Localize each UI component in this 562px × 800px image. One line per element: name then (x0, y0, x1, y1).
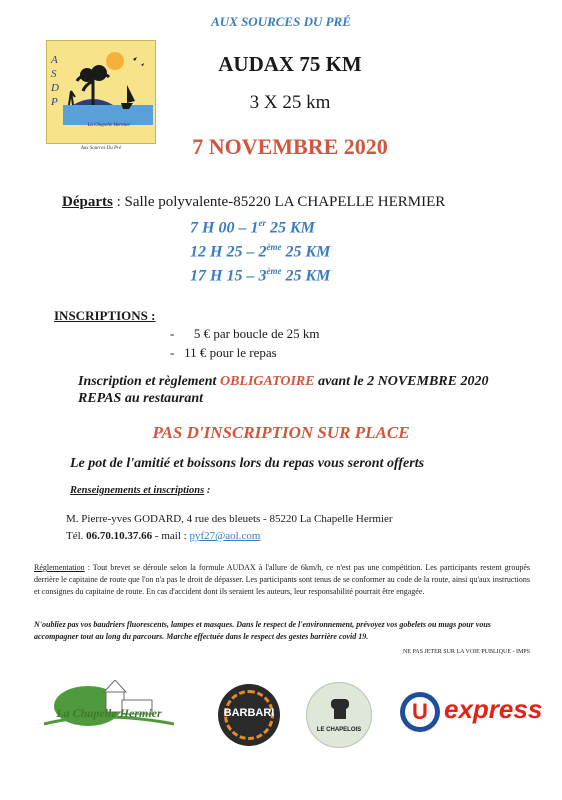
sponsor-chapelois-logo (306, 682, 372, 748)
fee-line: - 5 € par boucle de 25 km (170, 326, 320, 341)
chapelle-logo-text: La Chapelle Hermier (56, 706, 162, 720)
logo-letter: S (51, 68, 57, 80)
departure-time (190, 218, 370, 237)
departs-label: Départs (62, 194, 113, 210)
logo-inner-text: La Chapelle Hermier (87, 123, 131, 128)
contact-heading (70, 485, 210, 496)
event-format: 3 X 25 km (249, 92, 331, 113)
equipment-note: N'oubliez pas vos baudriers fluorescents, lampes et masques. Dans le respect de l'environnement, prévoyez vos gobelets ou mugs pour vous accompagner tout au long du parcours. Marche effectuée dans le respect des gestes barrière covid 19. (34, 620, 491, 641)
time-suffix: 25 KM (265, 219, 315, 237)
notice-meal: REPAS au restaurant (78, 391, 204, 406)
logo-scene-icon (63, 45, 153, 125)
time-ordinal: er (258, 218, 266, 228)
time-prefix: 12 H 25 – 2 (190, 243, 267, 261)
footer-note: NE PAS JETER SUR LA VOIE PUBLIQUE - IMPS (402, 649, 530, 655)
u-letter: U (405, 697, 435, 727)
sponsor-uexpress-logo (400, 680, 543, 750)
email-link[interactable]: pyf27@aol.com (189, 530, 261, 542)
time-ordinal: ème (266, 266, 282, 276)
chef-icon (327, 693, 353, 721)
friendship-drink-note: Le pot de l'amitié et boissons lors du repas vous seront offerts (70, 456, 425, 471)
departure-time (190, 266, 370, 285)
inscriptions-title: INSCRIPTIONS : (54, 308, 156, 323)
mail-label: - mail : (152, 530, 190, 542)
no-onsite-registration: PAS D'INSCRIPTION SUR PLACE (152, 423, 410, 442)
sponsor-chapelle-logo (40, 680, 178, 750)
registration-notice (78, 373, 488, 407)
contact-heading-label: Renseignements et inscriptions (70, 485, 205, 496)
notice-obligatoire: OBLIGATOIRE (219, 374, 315, 389)
sponsor-barbari-logo (218, 684, 280, 746)
uexpress-text: express (444, 694, 543, 724)
departure-time (190, 242, 370, 261)
barbari-text: BARBARI (223, 707, 275, 719)
logo-letter: A (51, 54, 58, 66)
contact-heading-colon: : (204, 485, 211, 496)
time-ordinal: ème (266, 242, 282, 252)
logo-caption: Aux Sources Du Pré (80, 146, 122, 151)
notice-deadline: avant le 2 NOVEMBRE 2020 (314, 374, 489, 389)
chapelois-text: LE CHAPELOIS (316, 727, 362, 733)
u-circle-icon (400, 692, 440, 732)
asdp-logo (46, 40, 156, 144)
time-suffix: 25 KM (281, 267, 331, 285)
event-title: AUDAX 75 KM (218, 52, 362, 76)
regulation-label: Réglementation (34, 563, 85, 572)
phone-number: 06.70.10.37.66 (86, 530, 153, 542)
association-name: AUX SOURCES DU PRÉ (211, 14, 351, 29)
fee-line: - 11 € pour le repas (170, 345, 277, 360)
regulation-text (34, 562, 530, 598)
logo-letter: P (51, 96, 58, 108)
time-prefix: 17 H 15 – 3 (190, 267, 267, 285)
departs-line (62, 194, 445, 211)
time-suffix: 25 KM (281, 243, 331, 261)
contact-address: M. Pierre-yves GODARD, 4 rue des bleuets - 85220 La Chapelle Hermier (66, 513, 393, 525)
departs-location: : Salle polyvalente-85220 LA CHAPELLE HERMIER (112, 194, 446, 210)
notice-text: Inscription et règlement (78, 374, 220, 389)
event-date: 7 NOVEMBRE 2020 (192, 134, 388, 159)
time-prefix: 7 H 00 – 1 (190, 219, 259, 237)
tel-label: Tél. (66, 530, 87, 542)
regulation-body: : Tout brevet se déroule selon la formule AUDAX à l'allure de 6km/h, ce n'est pas une compétition. Les participants restent groupés derrière le capitaine de route que l'on n'a pas le droit de dépasser. Les participants sont tenus de se conformer au code de la route, ainsi qu'aux instructions et consignes du capitaine de route. En cas d'accident dont ils seraient les auteurs, leur responsabilité pourrait être engagée. (34, 563, 530, 596)
contact-phone-mail (66, 530, 260, 542)
logo-letters (51, 53, 61, 109)
logo-letter: D (51, 82, 59, 94)
